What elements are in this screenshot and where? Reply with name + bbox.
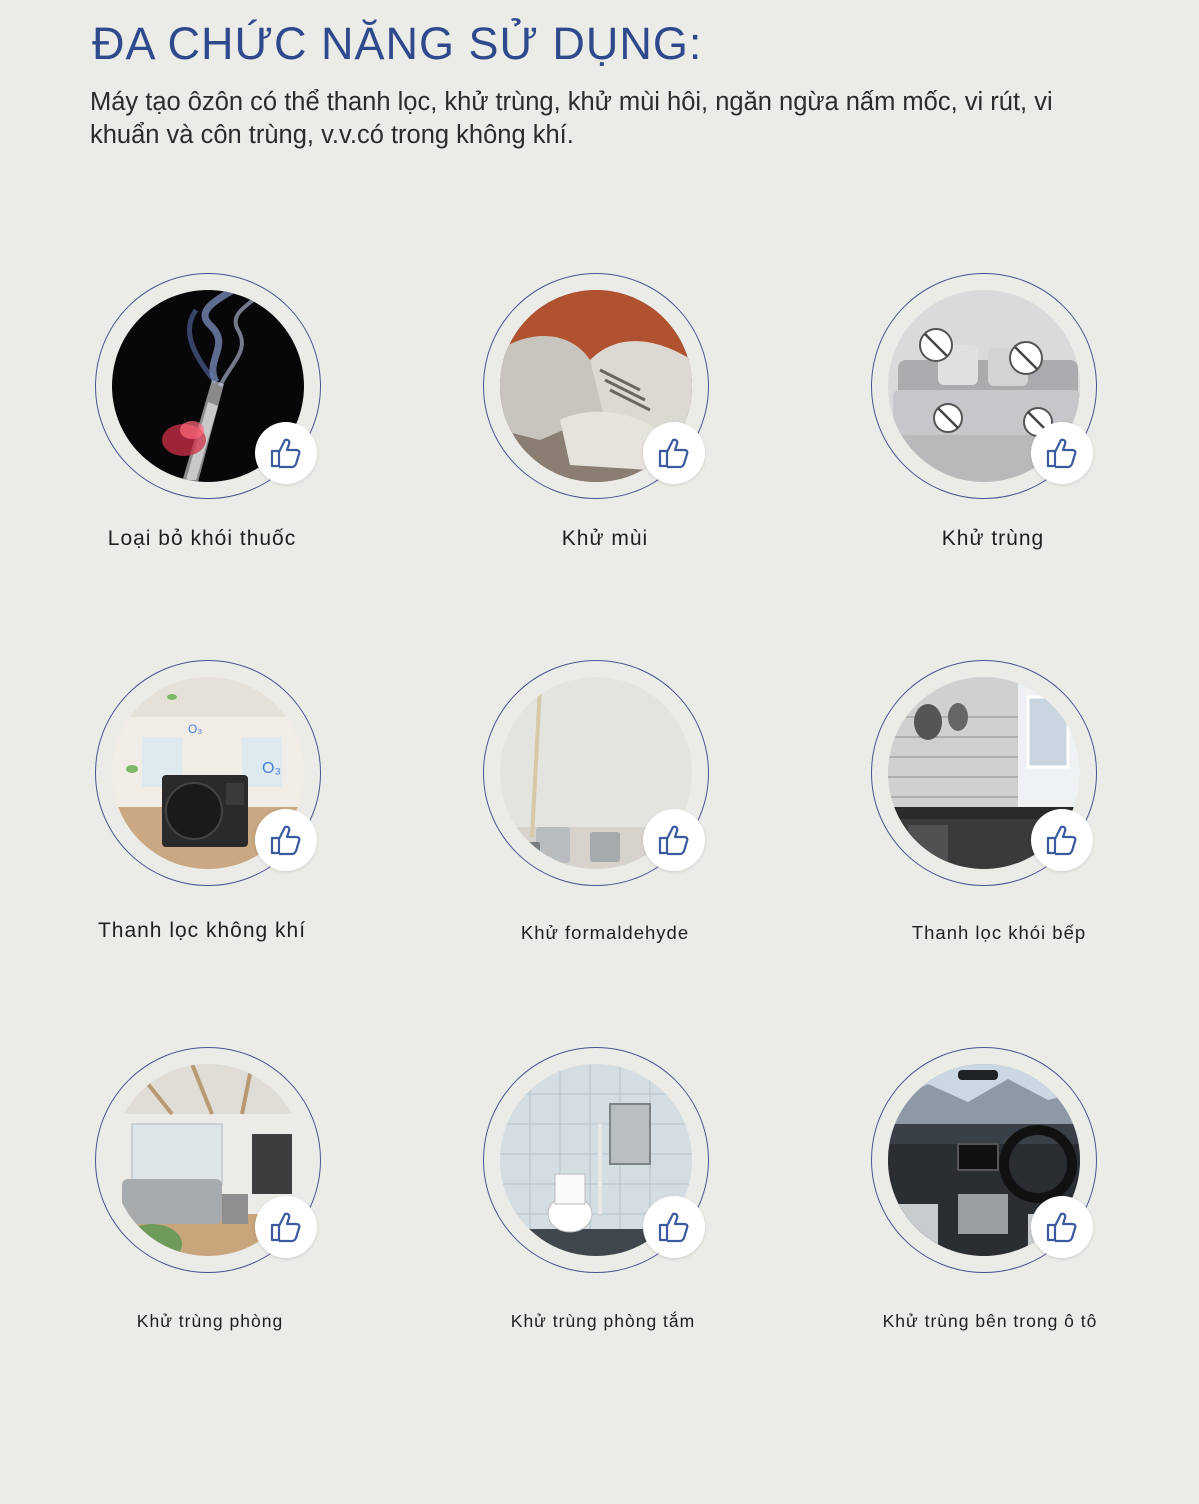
svg-text:O₃: O₃ <box>188 722 203 736</box>
feature-label: Khử trùng phòng <box>136 1311 284 1331</box>
feature-deodorize <box>483 273 723 513</box>
feature-label: Khử trùng phòng tắm <box>510 1311 696 1331</box>
feature-formaldehyde <box>483 660 723 900</box>
feature-label: Khử formaldehyde <box>520 922 690 943</box>
feature-label: Loại bỏ khói thuốc <box>107 527 297 550</box>
thumbs-up-icon <box>643 1196 705 1258</box>
thumbs-up-icon <box>1031 809 1093 871</box>
thumbs-up-icon <box>1031 422 1093 484</box>
page-title: ĐA CHỨC NĂNG SỬ DỤNG: <box>92 18 703 69</box>
feature-room-disinfect <box>95 1047 335 1287</box>
thumbs-up-icon <box>643 809 705 871</box>
thumbs-up-icon <box>255 1196 317 1258</box>
feature-kitchen-smoke <box>871 660 1111 900</box>
feature-air-purify <box>95 660 335 900</box>
feature-label: Khử trùng bên trong ô tô <box>882 1311 1098 1331</box>
thumbs-up-icon <box>1031 1196 1093 1258</box>
thumbs-up-icon <box>255 809 317 871</box>
feature-label: Thanh lọc khói bếp <box>911 922 1087 943</box>
feature-smoke-removal <box>95 273 335 513</box>
page-subtitle: Máy tạo ôzôn có thể thanh lọc, khử trùng, khử mùi hôi, ngăn ngừa nấm mốc, vi rút, vi khuẩn và côn trùng, v.v.có trong không khí. <box>90 88 1053 149</box>
feature-label: Thanh lọc không khí <box>97 919 307 942</box>
feature-label: Khử mùi <box>561 527 649 550</box>
feature-car-disinfect <box>871 1047 1111 1287</box>
feature-disinfect <box>871 273 1111 513</box>
thumbs-up-icon <box>255 422 317 484</box>
feature-bathroom-disinfect <box>483 1047 723 1287</box>
thumbs-up-icon <box>643 422 705 484</box>
svg-text:O₃: O₃ <box>262 760 281 777</box>
feature-label: Khử trùng <box>941 527 1045 550</box>
